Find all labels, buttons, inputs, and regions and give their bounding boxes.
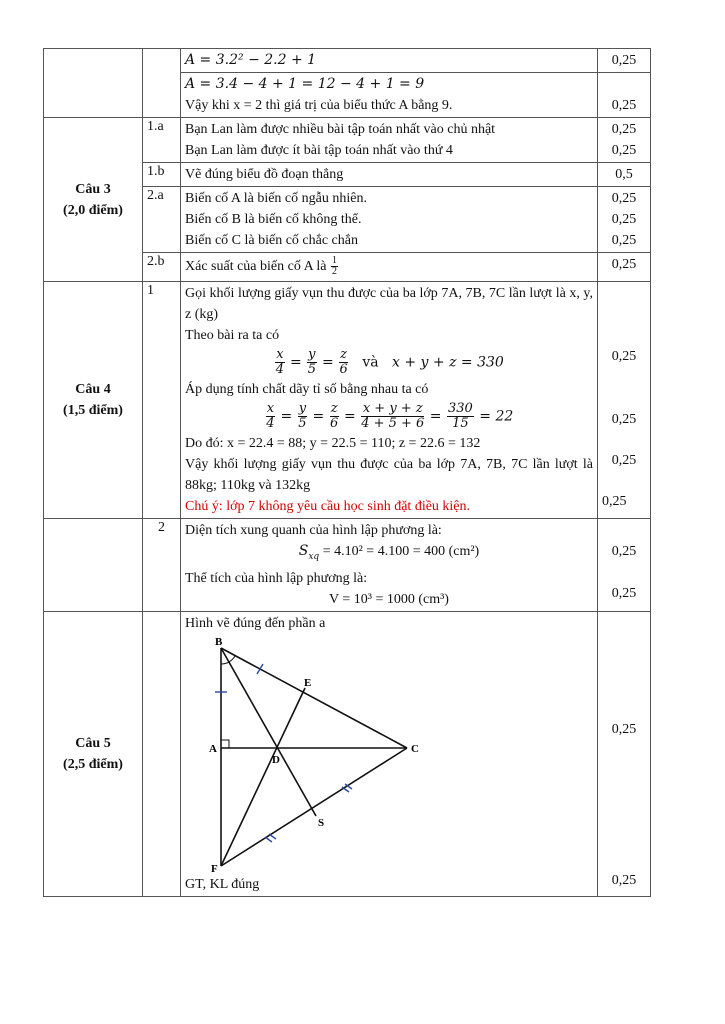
sub-label: 1 (143, 282, 181, 519)
score: 0,25 (611, 872, 637, 888)
question-cau4 (44, 282, 143, 519)
surface-formula: $S_{xq} = 4.10^2 = 4.100 = 400$ (cm²) (298, 543, 480, 562)
answer-line: Diện tích xung quanh của hình lập phương là: (185, 523, 442, 538)
score: 0,5 (615, 167, 633, 182)
sub-label: 1.b (143, 163, 181, 187)
row-a-1 (44, 49, 651, 73)
answer-line: GT, KL đúng (185, 876, 260, 892)
label-F: F (211, 862, 218, 874)
part2-row (44, 519, 651, 612)
frac-den: 2 (332, 266, 338, 278)
equation-1: $\frac{x}{4}$ = $\frac{y}{5}$ = $\frac{z}{6}$ và x + y + z = 330 (275, 347, 504, 377)
label-A: A (209, 742, 217, 755)
triangle-figure (185, 636, 425, 874)
score: 0,25 (611, 257, 637, 272)
question-cau3 (44, 118, 143, 282)
frac-num: 1 (332, 255, 338, 267)
label-D: D (272, 753, 280, 766)
score: 0,25 (611, 212, 637, 227)
empty-sub-cell (143, 611, 181, 896)
answer-line: Bạn Lan làm được nhiều bài tập toán nhất vào chủ nhật (185, 122, 496, 137)
answer-line: Áp dụng tính chất dãy tỉ số bằng nhau ta có (185, 382, 429, 397)
question-points: (1,5 điểm) (63, 403, 123, 418)
sub-label: 1.a (143, 118, 181, 163)
empty-sub-cell (143, 49, 181, 118)
cau3-1a (44, 118, 651, 163)
fraction-one-half (331, 256, 338, 277)
answer-line: Biến cố C là biến cố chắc chắn (185, 233, 358, 248)
sub-label: 2.a (143, 187, 181, 253)
answer-line: Biến cố B là biến cố không thể. (185, 212, 362, 227)
answer-line: Do đó: x = 22.4 = 88; y = 22.5 = 110; z = 22.6 = 132 (185, 436, 481, 451)
volume-formula: V = 10³ = 1000 (cm³) (329, 591, 449, 607)
sub-label: 2.b (143, 253, 181, 282)
expr-a-line2: A = 3.4 − 4 + 1 = 12 − 4 + 1 = 9 (185, 76, 425, 92)
expr-a-line1: A = 3.2² − 2.2 + 1 (185, 52, 317, 68)
question-points: (2,0 điểm) (63, 202, 123, 218)
label-B: B (215, 635, 223, 648)
score: 0,25 (611, 453, 637, 468)
answer-line: Bạn Lan làm được ít bài tập toán nhất vào thứ 4 (185, 143, 453, 158)
cau4-1 (44, 282, 651, 519)
question-title: Câu 5 (75, 735, 111, 751)
score: 0,25 (611, 412, 637, 427)
empty-question-cell (44, 519, 143, 612)
score: 0,25 (611, 721, 637, 737)
score: 0,25 (611, 143, 637, 158)
question-title: Câu 3 (75, 181, 111, 197)
answer-line: Theo bài ra ta có (185, 328, 280, 343)
score: 0,25 (611, 544, 637, 559)
score: 0,25 (611, 53, 637, 68)
answer-line: Vậy khối lượng giấy vụn thu được của ba lớp 7A, 7B, 7C lần lượt là 88kg; 110kg và 132kg (185, 457, 593, 493)
sub-label: 2 (143, 519, 181, 612)
note-red: Chú ý: lớp 7 không yêu cầu học sinh đặt điều kiện. (185, 499, 471, 514)
label-E: E (304, 676, 312, 689)
question-cau5 (44, 611, 143, 896)
grading-table (43, 48, 651, 897)
score: 0,25 (611, 191, 637, 206)
score: 0,25 (611, 349, 637, 364)
answer-line: Thể tích của hình lập phương là: (185, 570, 368, 586)
label-S: S (318, 816, 325, 829)
label-C: C (411, 742, 419, 755)
empty-question-cell (44, 49, 143, 118)
score: 0,25 (611, 98, 637, 113)
score: 0,25 (611, 233, 637, 248)
question-points: (2,5 điểm) (63, 756, 123, 772)
score: 0,25 (611, 122, 637, 137)
question-title: Câu 4 (75, 382, 111, 397)
answer-line: Vẽ đúng biểu đồ đoạn thẳng (185, 167, 344, 182)
equation-2: $\frac{x}{4}$ = $\frac{y}{5}$ = $\frac{z}{6}$ = $\frac{x + y + z}{4 + 5 + 6}$ = $\frac{330}{15}$ = 22 (266, 401, 514, 431)
score: 0,25 (602, 494, 627, 509)
conclusion-a: Vậy khi x = 2 thì giá trị của biểu thức A bằng 9. (185, 98, 453, 113)
answer-line: Hình vẽ đúng đến phần a (185, 615, 326, 631)
answer-line: Xác suất của biến cố A là (185, 259, 327, 274)
answer-line: Biến cố A là biến cố ngẫu nhiên. (185, 191, 367, 206)
score: 0,25 (611, 586, 637, 601)
answer-line: Gọi khối lượng giấy vụn thu được của ba lớp 7A, 7B, 7C lần lượt là x, y, z (kg) (185, 286, 593, 322)
cau5-row (44, 611, 651, 896)
